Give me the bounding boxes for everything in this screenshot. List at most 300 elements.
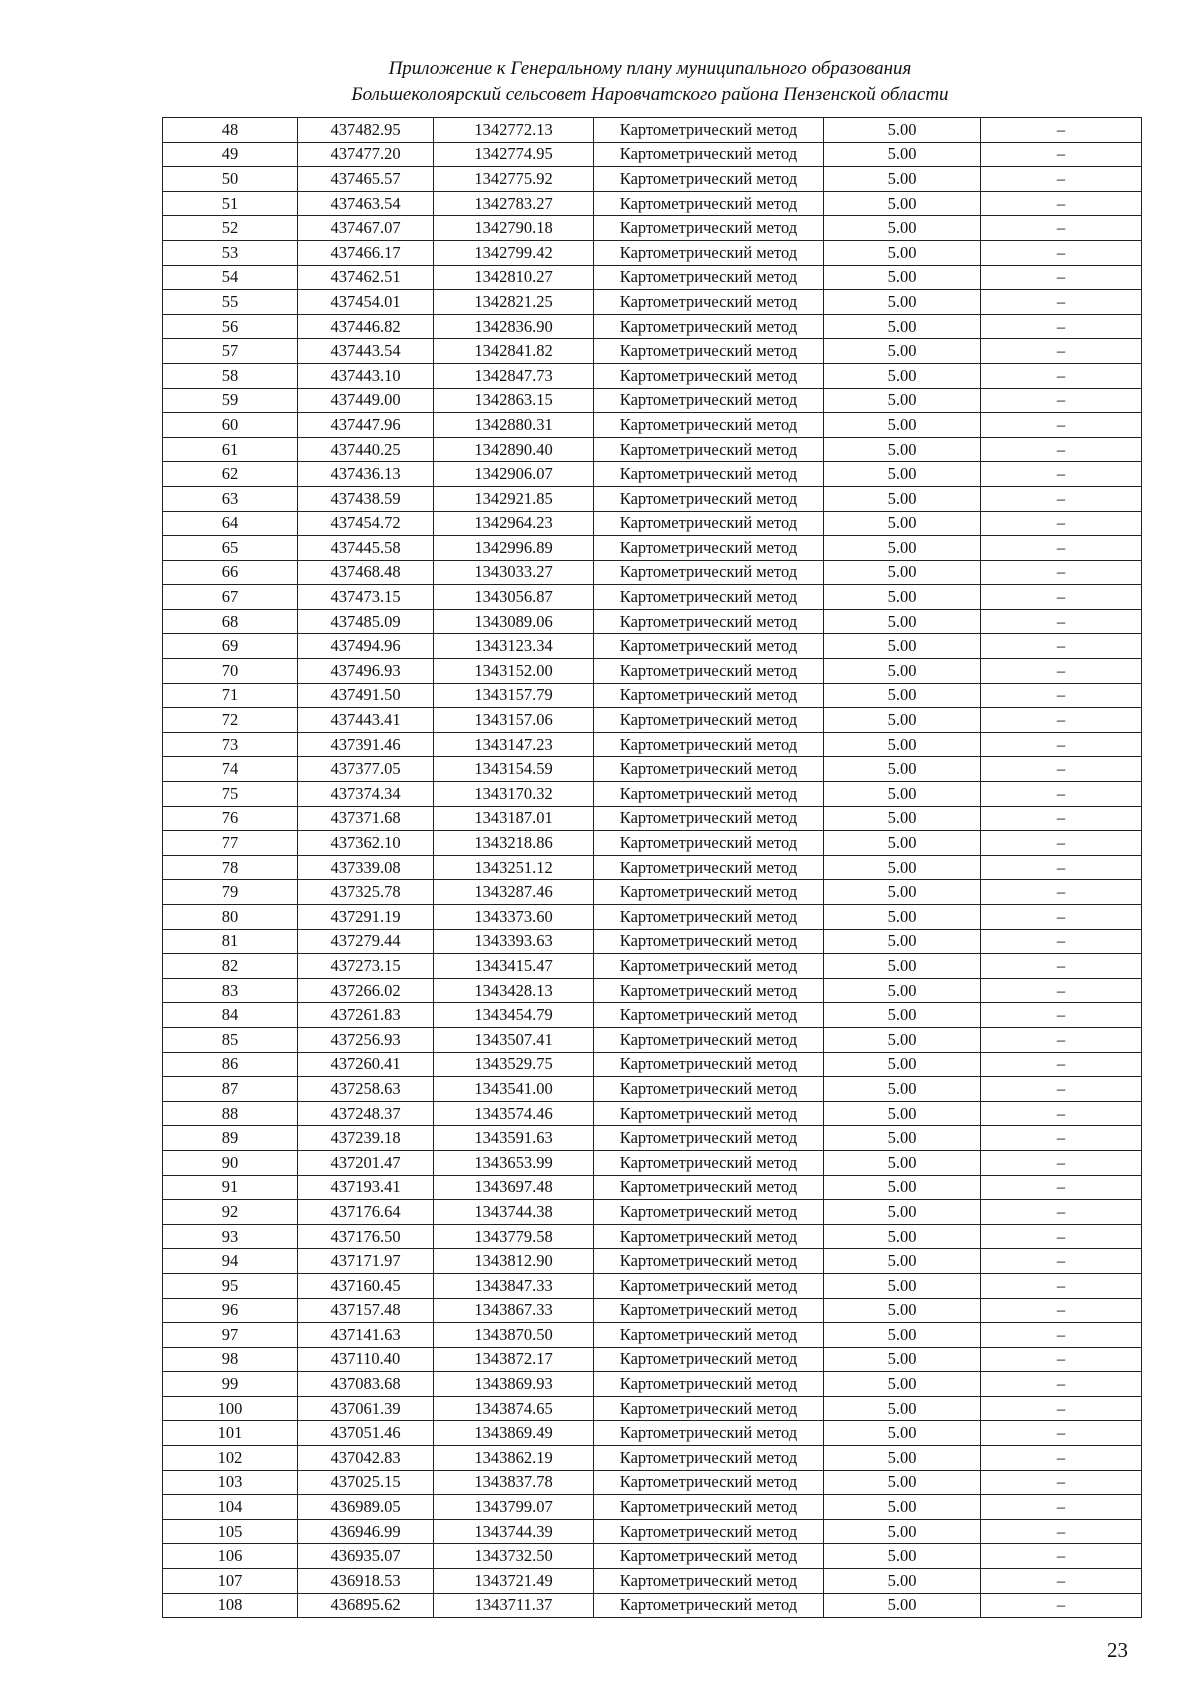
y-coordinate-cell: 1342775.92: [434, 167, 594, 192]
point-number-cell: 78: [163, 855, 298, 880]
x-coordinate-cell: 437325.78: [298, 880, 434, 905]
accuracy-cell: 5.00: [824, 191, 981, 216]
y-coordinate-cell: 1343218.86: [434, 831, 594, 856]
accuracy-cell: 5.00: [824, 1249, 981, 1274]
point-number-cell: 73: [163, 732, 298, 757]
y-coordinate-cell: 1342890.40: [434, 437, 594, 462]
description-cell: –: [981, 265, 1142, 290]
y-coordinate-cell: 1343454.79: [434, 1003, 594, 1028]
method-cell: Картометрический метод: [594, 167, 824, 192]
x-coordinate-cell: 437443.41: [298, 708, 434, 733]
x-coordinate-cell: 436935.07: [298, 1544, 434, 1569]
accuracy-cell: 5.00: [824, 732, 981, 757]
method-cell: Картометрический метод: [594, 1544, 824, 1569]
y-coordinate-cell: 1342774.95: [434, 142, 594, 167]
point-number-cell: 97: [163, 1323, 298, 1348]
point-number-cell: 103: [163, 1470, 298, 1495]
y-coordinate-cell: 1342772.13: [434, 118, 594, 143]
description-cell: –: [981, 954, 1142, 979]
point-number-cell: 89: [163, 1126, 298, 1151]
method-cell: Картометрический метод: [594, 363, 824, 388]
y-coordinate-cell: 1343251.12: [434, 855, 594, 880]
point-number-cell: 106: [163, 1544, 298, 1569]
point-number-cell: 81: [163, 929, 298, 954]
point-number-cell: 108: [163, 1593, 298, 1618]
y-coordinate-cell: 1343721.49: [434, 1569, 594, 1594]
method-cell: Картометрический метод: [594, 1347, 824, 1372]
description-cell: –: [981, 659, 1142, 684]
description-cell: –: [981, 708, 1142, 733]
x-coordinate-cell: 437258.63: [298, 1077, 434, 1102]
x-coordinate-cell: 437446.82: [298, 314, 434, 339]
description-cell: –: [981, 609, 1142, 634]
accuracy-cell: 5.00: [824, 1224, 981, 1249]
point-number-cell: 95: [163, 1273, 298, 1298]
accuracy-cell: 5.00: [824, 413, 981, 438]
y-coordinate-cell: 1342964.23: [434, 511, 594, 536]
table-row: [163, 1495, 1142, 1520]
method-cell: Картометрический метод: [594, 929, 824, 954]
table-row: [163, 1200, 1142, 1225]
accuracy-cell: 5.00: [824, 486, 981, 511]
accuracy-cell: 5.00: [824, 782, 981, 807]
point-number-cell: 59: [163, 388, 298, 413]
accuracy-cell: 5.00: [824, 757, 981, 782]
method-cell: Картометрический метод: [594, 683, 824, 708]
method-cell: Картометрический метод: [594, 1175, 824, 1200]
y-coordinate-cell: 1343157.06: [434, 708, 594, 733]
y-coordinate-cell: 1342836.90: [434, 314, 594, 339]
y-coordinate-cell: 1343697.48: [434, 1175, 594, 1200]
accuracy-cell: 5.00: [824, 1200, 981, 1225]
y-coordinate-cell: 1342863.15: [434, 388, 594, 413]
point-number-cell: 67: [163, 585, 298, 610]
y-coordinate-cell: 1343870.50: [434, 1323, 594, 1348]
description-cell: –: [981, 1150, 1142, 1175]
description-cell: –: [981, 339, 1142, 364]
x-coordinate-cell: 437438.59: [298, 486, 434, 511]
point-number-cell: 68: [163, 609, 298, 634]
description-cell: –: [981, 1470, 1142, 1495]
table-row: [163, 954, 1142, 979]
method-cell: Картометрический метод: [594, 954, 824, 979]
method-cell: Картометрический метод: [594, 1052, 824, 1077]
accuracy-cell: 5.00: [824, 880, 981, 905]
method-cell: Картометрический метод: [594, 413, 824, 438]
accuracy-cell: 5.00: [824, 954, 981, 979]
description-cell: –: [981, 585, 1142, 610]
method-cell: Картометрический метод: [594, 462, 824, 487]
y-coordinate-cell: 1343056.87: [434, 585, 594, 610]
y-coordinate-cell: 1343154.59: [434, 757, 594, 782]
table-row: [163, 609, 1142, 634]
method-cell: Картометрический метод: [594, 486, 824, 511]
point-number-cell: 102: [163, 1446, 298, 1471]
description-cell: –: [981, 1077, 1142, 1102]
table-row: [163, 462, 1142, 487]
point-number-cell: 92: [163, 1200, 298, 1225]
description-cell: –: [981, 806, 1142, 831]
description-cell: –: [981, 1273, 1142, 1298]
table-row: [163, 511, 1142, 536]
y-coordinate-cell: 1343507.41: [434, 1027, 594, 1052]
table-row: [163, 1273, 1142, 1298]
accuracy-cell: 5.00: [824, 1027, 981, 1052]
description-cell: –: [981, 1323, 1142, 1348]
method-cell: Картометрический метод: [594, 118, 824, 143]
description-cell: –: [981, 191, 1142, 216]
y-coordinate-cell: 1342790.18: [434, 216, 594, 241]
x-coordinate-cell: 437339.08: [298, 855, 434, 880]
point-number-cell: 86: [163, 1052, 298, 1077]
table-row: [163, 167, 1142, 192]
page-header: [0, 56, 1200, 108]
x-coordinate-cell: 437110.40: [298, 1347, 434, 1372]
x-coordinate-cell: 437083.68: [298, 1372, 434, 1397]
description-cell: –: [981, 1593, 1142, 1618]
table-row: [163, 708, 1142, 733]
table-row: [163, 216, 1142, 241]
accuracy-cell: 5.00: [824, 929, 981, 954]
y-coordinate-cell: 1343869.49: [434, 1421, 594, 1446]
x-coordinate-cell: 437447.96: [298, 413, 434, 438]
y-coordinate-cell: 1343653.99: [434, 1150, 594, 1175]
y-coordinate-cell: 1343744.39: [434, 1519, 594, 1544]
method-cell: Картометрический метод: [594, 782, 824, 807]
accuracy-cell: 5.00: [824, 1421, 981, 1446]
accuracy-cell: 5.00: [824, 536, 981, 561]
method-cell: Картометрический метод: [594, 1519, 824, 1544]
accuracy-cell: 5.00: [824, 363, 981, 388]
method-cell: Картометрический метод: [594, 1273, 824, 1298]
x-coordinate-cell: 437051.46: [298, 1421, 434, 1446]
accuracy-cell: 5.00: [824, 240, 981, 265]
point-number-cell: 77: [163, 831, 298, 856]
point-number-cell: 85: [163, 1027, 298, 1052]
point-number-cell: 72: [163, 708, 298, 733]
y-coordinate-cell: 1342783.27: [434, 191, 594, 216]
description-cell: –: [981, 880, 1142, 905]
method-cell: Картометрический метод: [594, 1323, 824, 1348]
y-coordinate-cell: 1343152.00: [434, 659, 594, 684]
method-cell: Картометрический метод: [594, 634, 824, 659]
point-number-cell: 55: [163, 290, 298, 315]
accuracy-cell: 5.00: [824, 609, 981, 634]
x-coordinate-cell: 437496.93: [298, 659, 434, 684]
y-coordinate-cell: 1343591.63: [434, 1126, 594, 1151]
point-number-cell: 94: [163, 1249, 298, 1274]
x-coordinate-cell: 437266.02: [298, 978, 434, 1003]
table-row: [163, 388, 1142, 413]
table-row: [163, 732, 1142, 757]
x-coordinate-cell: 437473.15: [298, 585, 434, 610]
accuracy-cell: 5.00: [824, 634, 981, 659]
method-cell: Картометрический метод: [594, 191, 824, 216]
x-coordinate-cell: 437239.18: [298, 1126, 434, 1151]
y-coordinate-cell: 1343779.58: [434, 1224, 594, 1249]
table-row: [163, 905, 1142, 930]
x-coordinate-cell: 436918.53: [298, 1569, 434, 1594]
method-cell: Картометрический метод: [594, 1126, 824, 1151]
table-row: [163, 634, 1142, 659]
description-cell: –: [981, 1249, 1142, 1274]
table-row: [163, 1372, 1142, 1397]
method-cell: Картометрический метод: [594, 437, 824, 462]
point-number-cell: 99: [163, 1372, 298, 1397]
method-cell: Картометрический метод: [594, 1101, 824, 1126]
description-cell: –: [981, 536, 1142, 561]
table-row: [163, 1421, 1142, 1446]
y-coordinate-cell: 1343373.60: [434, 905, 594, 930]
table-row: [163, 831, 1142, 856]
x-coordinate-cell: 437465.57: [298, 167, 434, 192]
x-coordinate-cell: 437261.83: [298, 1003, 434, 1028]
accuracy-cell: 5.00: [824, 314, 981, 339]
x-coordinate-cell: 437176.64: [298, 1200, 434, 1225]
description-cell: –: [981, 1495, 1142, 1520]
description-cell: –: [981, 732, 1142, 757]
point-number-cell: 71: [163, 683, 298, 708]
method-cell: Картометрический метод: [594, 1396, 824, 1421]
accuracy-cell: 5.00: [824, 511, 981, 536]
accuracy-cell: 5.00: [824, 216, 981, 241]
x-coordinate-cell: 437467.07: [298, 216, 434, 241]
accuracy-cell: 5.00: [824, 708, 981, 733]
method-cell: Картометрический метод: [594, 1150, 824, 1175]
method-cell: Картометрический метод: [594, 536, 824, 561]
description-cell: –: [981, 782, 1142, 807]
accuracy-cell: 5.00: [824, 142, 981, 167]
description-cell: –: [981, 240, 1142, 265]
table-row: [163, 1323, 1142, 1348]
description-cell: –: [981, 462, 1142, 487]
method-cell: Картометрический метод: [594, 1249, 824, 1274]
accuracy-cell: 5.00: [824, 1470, 981, 1495]
method-cell: Картометрический метод: [594, 1372, 824, 1397]
method-cell: Картометрический метод: [594, 585, 824, 610]
point-number-cell: 66: [163, 560, 298, 585]
point-number-cell: 49: [163, 142, 298, 167]
method-cell: Картометрический метод: [594, 905, 824, 930]
table-row: [163, 1077, 1142, 1102]
table-row: [163, 1470, 1142, 1495]
description-cell: –: [981, 118, 1142, 143]
y-coordinate-cell: 1343033.27: [434, 560, 594, 585]
accuracy-cell: 5.00: [824, 1298, 981, 1323]
table-row: [163, 536, 1142, 561]
description-cell: –: [981, 1101, 1142, 1126]
x-coordinate-cell: 437436.13: [298, 462, 434, 487]
table-row: [163, 265, 1142, 290]
point-number-cell: 51: [163, 191, 298, 216]
accuracy-cell: 5.00: [824, 1052, 981, 1077]
y-coordinate-cell: 1343837.78: [434, 1470, 594, 1495]
x-coordinate-cell: 437462.51: [298, 265, 434, 290]
description-cell: –: [981, 388, 1142, 413]
x-coordinate-cell: 437279.44: [298, 929, 434, 954]
description-cell: –: [981, 1052, 1142, 1077]
x-coordinate-cell: 437371.68: [298, 806, 434, 831]
table-row: [163, 1175, 1142, 1200]
table-row: [163, 1298, 1142, 1323]
point-number-cell: 80: [163, 905, 298, 930]
x-coordinate-cell: 437362.10: [298, 831, 434, 856]
method-cell: Картометрический метод: [594, 560, 824, 585]
y-coordinate-cell: 1343147.23: [434, 732, 594, 757]
accuracy-cell: 5.00: [824, 290, 981, 315]
method-cell: Картометрический метод: [594, 1495, 824, 1520]
point-number-cell: 70: [163, 659, 298, 684]
description-cell: –: [981, 290, 1142, 315]
table-row: [163, 1027, 1142, 1052]
table-row: [163, 1347, 1142, 1372]
description-cell: –: [981, 560, 1142, 585]
x-coordinate-cell: 437440.25: [298, 437, 434, 462]
description-cell: –: [981, 167, 1142, 192]
accuracy-cell: 5.00: [824, 1126, 981, 1151]
x-coordinate-cell: 437443.54: [298, 339, 434, 364]
table-row: [163, 1544, 1142, 1569]
table-row: [163, 1249, 1142, 1274]
accuracy-cell: 5.00: [824, 1396, 981, 1421]
y-coordinate-cell: 1343123.34: [434, 634, 594, 659]
description-cell: –: [981, 757, 1142, 782]
header-line-1: Приложение к Генеральному плану муниципального образования: [388, 58, 912, 79]
description-cell: –: [981, 1003, 1142, 1028]
point-number-cell: 75: [163, 782, 298, 807]
point-number-cell: 100: [163, 1396, 298, 1421]
accuracy-cell: 5.00: [824, 1003, 981, 1028]
x-coordinate-cell: 437443.10: [298, 363, 434, 388]
table-row: [163, 1446, 1142, 1471]
point-number-cell: 53: [163, 240, 298, 265]
accuracy-cell: 5.00: [824, 1372, 981, 1397]
description-cell: –: [981, 1298, 1142, 1323]
accuracy-cell: 5.00: [824, 118, 981, 143]
description-cell: –: [981, 1027, 1142, 1052]
y-coordinate-cell: 1342921.85: [434, 486, 594, 511]
x-coordinate-cell: 437160.45: [298, 1273, 434, 1298]
accuracy-cell: 5.00: [824, 1569, 981, 1594]
description-cell: –: [981, 216, 1142, 241]
point-number-cell: 65: [163, 536, 298, 561]
x-coordinate-cell: 437468.48: [298, 560, 434, 585]
x-coordinate-cell: 437260.41: [298, 1052, 434, 1077]
point-number-cell: 93: [163, 1224, 298, 1249]
x-coordinate-cell: 437248.37: [298, 1101, 434, 1126]
point-number-cell: 96: [163, 1298, 298, 1323]
table-row: [163, 339, 1142, 364]
table-row: [163, 1396, 1142, 1421]
method-cell: Картометрический метод: [594, 659, 824, 684]
x-coordinate-cell: 437454.72: [298, 511, 434, 536]
description-cell: –: [981, 1446, 1142, 1471]
description-cell: –: [981, 1175, 1142, 1200]
accuracy-cell: 5.00: [824, 1347, 981, 1372]
y-coordinate-cell: 1343187.01: [434, 806, 594, 831]
accuracy-cell: 5.00: [824, 659, 981, 684]
x-coordinate-cell: 437463.54: [298, 191, 434, 216]
description-cell: –: [981, 905, 1142, 930]
x-coordinate-cell: 437141.63: [298, 1323, 434, 1348]
y-coordinate-cell: 1343089.06: [434, 609, 594, 634]
point-number-cell: 82: [163, 954, 298, 979]
accuracy-cell: 5.00: [824, 462, 981, 487]
accuracy-cell: 5.00: [824, 1544, 981, 1569]
y-coordinate-cell: 1343157.79: [434, 683, 594, 708]
table-row: [163, 806, 1142, 831]
x-coordinate-cell: 437176.50: [298, 1224, 434, 1249]
header-line-2: Большеколоярский сельсовет Наровчатского района Пензенской области: [351, 84, 949, 105]
accuracy-cell: 5.00: [824, 437, 981, 462]
y-coordinate-cell: 1343711.37: [434, 1593, 594, 1618]
y-coordinate-cell: 1343393.63: [434, 929, 594, 954]
y-coordinate-cell: 1343732.50: [434, 1544, 594, 1569]
table-row: [163, 560, 1142, 585]
y-coordinate-cell: 1343869.93: [434, 1372, 594, 1397]
description-cell: –: [981, 1396, 1142, 1421]
y-coordinate-cell: 1342847.73: [434, 363, 594, 388]
description-cell: –: [981, 511, 1142, 536]
point-number-cell: 105: [163, 1519, 298, 1544]
table-row: [163, 1150, 1142, 1175]
method-cell: Картометрический метод: [594, 1470, 824, 1495]
description-cell: –: [981, 1126, 1142, 1151]
accuracy-cell: 5.00: [824, 806, 981, 831]
x-coordinate-cell: 437256.93: [298, 1027, 434, 1052]
point-number-cell: 63: [163, 486, 298, 511]
y-coordinate-cell: 1342880.31: [434, 413, 594, 438]
accuracy-cell: 5.00: [824, 339, 981, 364]
x-coordinate-cell: 437449.00: [298, 388, 434, 413]
x-coordinate-cell: 437445.58: [298, 536, 434, 561]
description-cell: –: [981, 855, 1142, 880]
accuracy-cell: 5.00: [824, 683, 981, 708]
point-number-cell: 79: [163, 880, 298, 905]
description-cell: –: [981, 929, 1142, 954]
x-coordinate-cell: 436895.62: [298, 1593, 434, 1618]
accuracy-cell: 5.00: [824, 1323, 981, 1348]
description-cell: –: [981, 683, 1142, 708]
point-number-cell: 52: [163, 216, 298, 241]
point-number-cell: 58: [163, 363, 298, 388]
point-number-cell: 101: [163, 1421, 298, 1446]
y-coordinate-cell: 1342906.07: [434, 462, 594, 487]
coordinates-table: [162, 117, 1142, 1618]
accuracy-cell: 5.00: [824, 905, 981, 930]
accuracy-cell: 5.00: [824, 855, 981, 880]
y-coordinate-cell: 1342810.27: [434, 265, 594, 290]
description-cell: –: [981, 1200, 1142, 1225]
accuracy-cell: 5.00: [824, 167, 981, 192]
table-row: [163, 118, 1142, 143]
table-row: [163, 314, 1142, 339]
description-cell: –: [981, 363, 1142, 388]
table-row: [163, 782, 1142, 807]
accuracy-cell: 5.00: [824, 831, 981, 856]
accuracy-cell: 5.00: [824, 1495, 981, 1520]
table-row: [163, 880, 1142, 905]
point-number-cell: 64: [163, 511, 298, 536]
description-cell: –: [981, 1421, 1142, 1446]
accuracy-cell: 5.00: [824, 1077, 981, 1102]
accuracy-cell: 5.00: [824, 1150, 981, 1175]
description-cell: –: [981, 1224, 1142, 1249]
table-row: [163, 363, 1142, 388]
method-cell: Картометрический метод: [594, 1446, 824, 1471]
y-coordinate-cell: 1343867.33: [434, 1298, 594, 1323]
method-cell: Картометрический метод: [594, 1421, 824, 1446]
